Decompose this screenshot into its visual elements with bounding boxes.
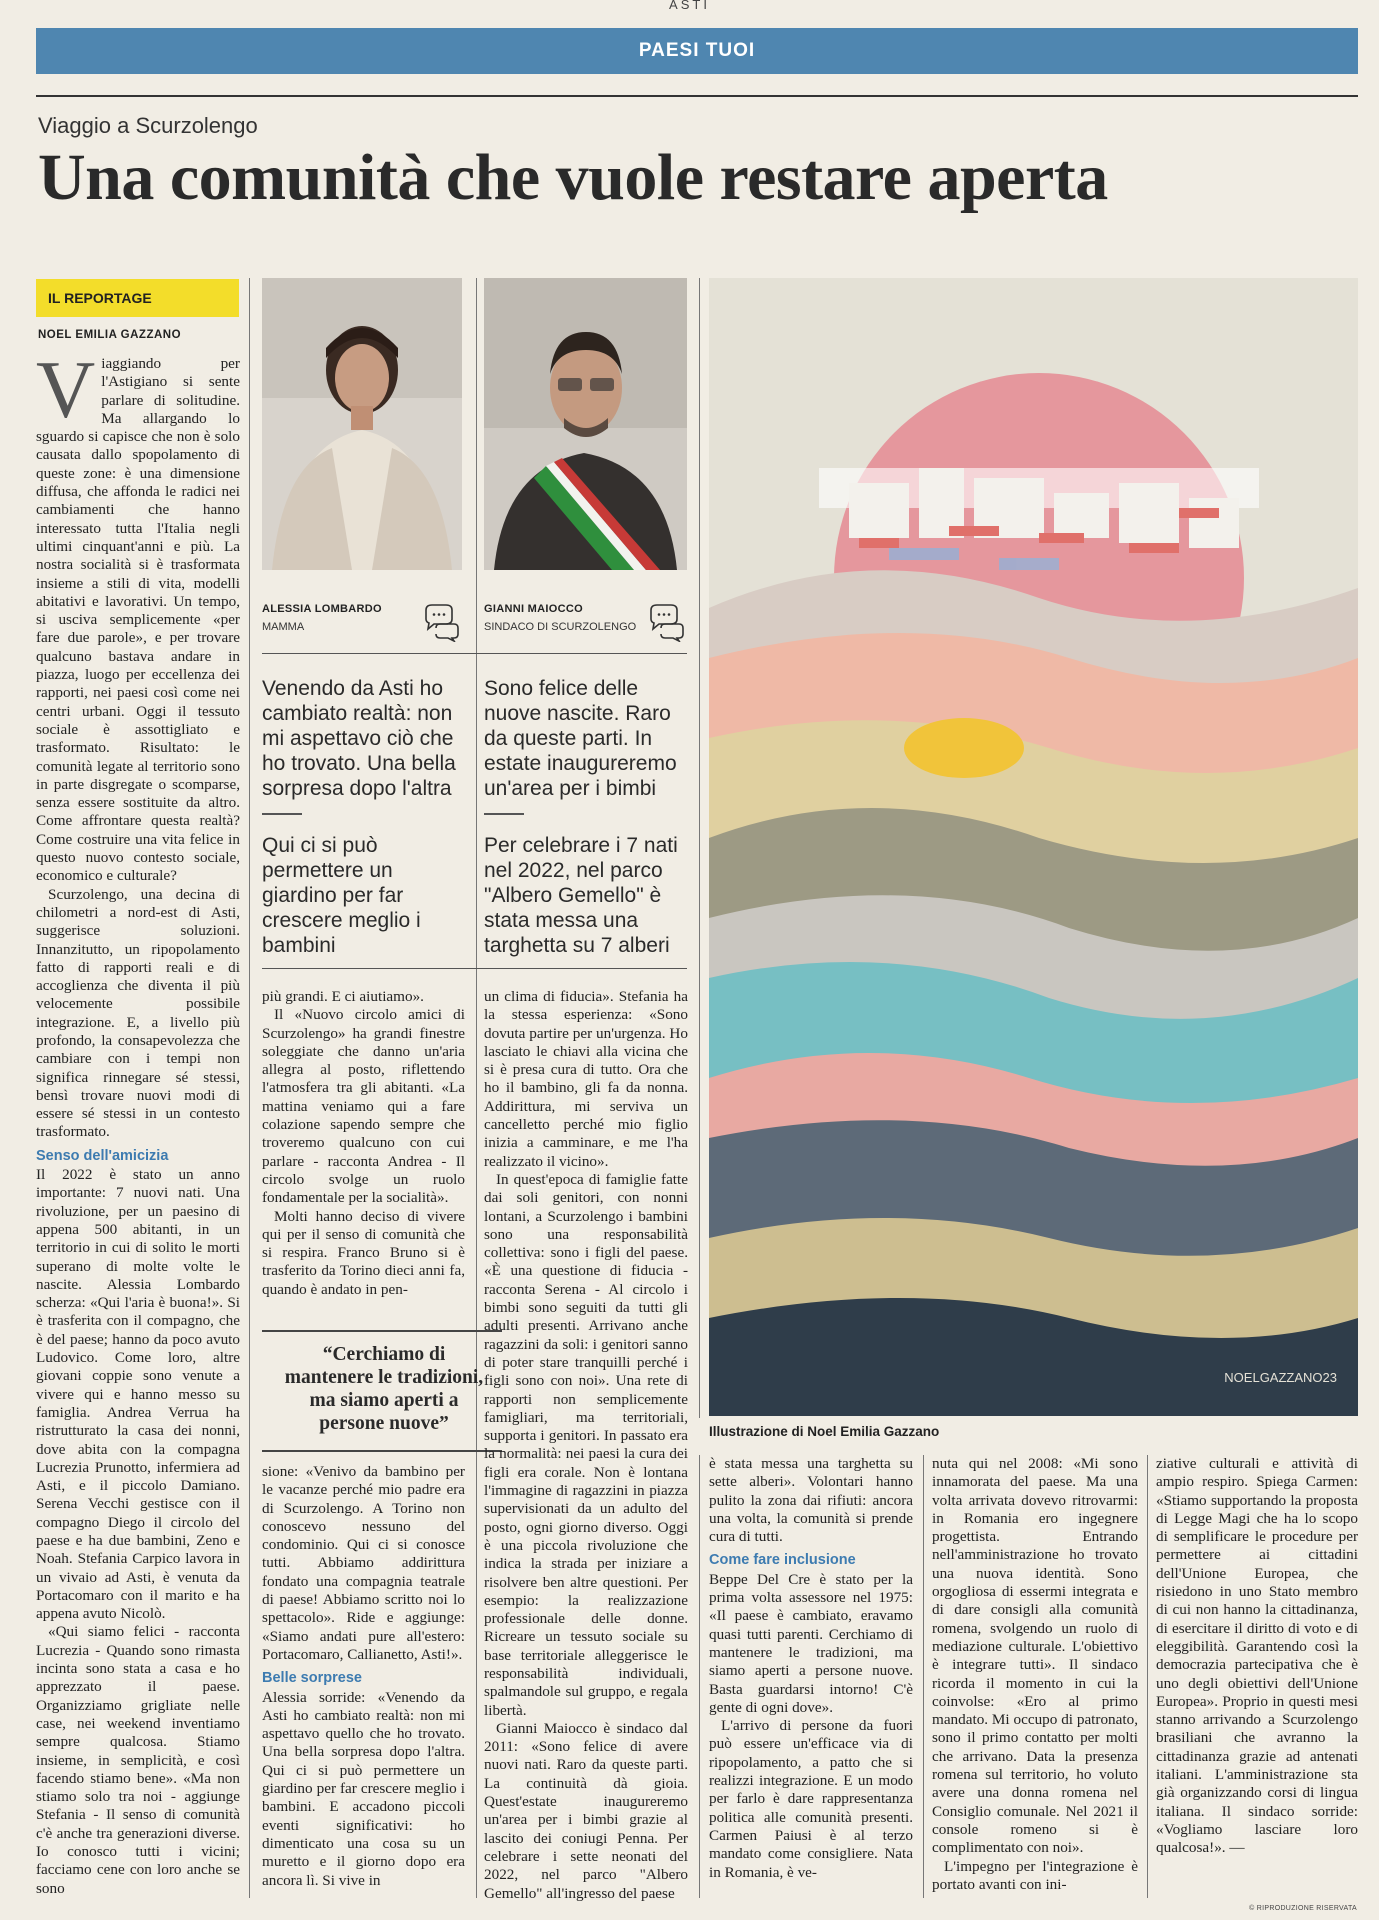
speech-bubbles-icon [647, 602, 687, 642]
column-divider [1147, 1455, 1148, 1898]
copyright-credit: © RIPRODUZIONE RISERVATA [1249, 1905, 1357, 1912]
profile-name: ALESSIA LOMBARDO [262, 603, 382, 615]
quote-rule [262, 813, 302, 815]
illustration-signature: NOELGAZZANO23 [1224, 1370, 1337, 1385]
photo-alessia-lombardo [262, 278, 462, 570]
headline: Una comunità che vuole restare aperta [38, 141, 1108, 214]
kicker: Viaggio a Scurzolengo [38, 113, 258, 138]
portrait-woman-icon [262, 278, 462, 570]
byline: NOEL EMILIA GAZZANO [38, 329, 182, 341]
section-title: PAESI TUOI [638, 40, 756, 61]
caption-rule [262, 653, 687, 654]
profile-role: MAMMA [262, 621, 305, 633]
reportage-tag-label: IL REPORTAGE [48, 290, 152, 306]
article-paragraph: Il 2022 è stato un anno importante: 7 nuovi nati. Una rivoluzione, per un paesino di appena 500 abitanti, in un territorio in cui di solito le morti superano di molte volte le nascite. Alessia Lombardo scherza: «Qui l'aria è buona!». Si è trasferita con il compagno, che è del paese; hanno da poco avuto Ludovico. Come loro, altre giovani coppie sono venute a vivere qui e hanno messo su famiglia. Andrea Verrua ha ristrutturato la casa dei nonni, dove abita con la compagna Lucrezia Prunotto, infermiera ad Asti, e il piccolo Damiano. Serena Vecchi gestisce con il compagno Diego il circolo del paese e ha due bambini, Zeno e Noah. Stefania Carpico lavora in un vivaio ad Asti, è venuta da Portacomaro con il marito e ha appena avuto Nicolò. [36, 1166, 240, 1623]
reportage-tag [36, 279, 239, 317]
column-divider [699, 278, 700, 1418]
article-paragraph: Beppe Del Cre è stato per la prima volta assessore nel 1975: «Il paese è cambiato, eravamo quasi tutti parenti. Cerchiamo di mantenere le tradizioni, ma siamo aperti a persone nuove. Basta guardarsi intorno! C'è gente di ogni dove». [709, 1570, 913, 1716]
quotes-bottom-rule [262, 968, 687, 969]
article-paragraph: sione: «Venivo da bambino per le vacanze perché mio padre era di Scurzolengo. A Torino non conoscevo nessuno del condominio. Qui ci si conosce tutti. Abbiamo addirittura fondato una compagnia teatrale di paese! Abbiamo scritto noi lo spettacolo». Ride e aggiunge: «Siamo andati pure all'estero: Portacomaro, Callianetto, Asti!». [262, 1463, 465, 1663]
article-paragraph: L'impegno per l'integrazione è portato avanti con ini- [932, 1857, 1138, 1893]
section-bar [36, 28, 1358, 74]
drop-cap: V [36, 344, 96, 435]
speech-bubbles-icon [422, 602, 462, 642]
profile-quote: Qui ci si può permettere un giardino per far crescere meglio i bambini [262, 834, 421, 957]
article-column-2 [262, 988, 465, 1299]
column-divider [923, 1455, 924, 1898]
article-column-1 [36, 344, 240, 1898]
article-paragraph: «Qui siamo felici - racconta Lucrezia - Quando sono rimasta incinta sono stata a casa e ho apprezzato il paese. Organizziamo grigliate nelle case, nei weekend inventiamo sempre qualcosa. Stiamo insieme, in semplicità, e così facendo stiamo bene». «Ma non stiamo solo tra noi - aggiunge Stefania - Il senso di comunità c'è anche tra generazioni diverse. Io conosco tutti i vicini; facciamo cene con loro anche se sono [36, 1623, 240, 1897]
article-paragraph: Il «Nuovo circolo amici di Scurzolengo» ha grandi finestre soleggiate che danno un'aria allegra al posto, riflettendo l'atmosfera tra gli abitanti. «La mattina veniamo qui a fare colazione sapendo sempre che troveremo qualcuno con cui parlare - racconta Andrea - Il circolo svolge un ruolo fondamentale per la socialità». [262, 1006, 465, 1207]
article-paragraph: Gianni Maiocco è sindaco dal 2011: «Sono felice di avere nuovi nati. Raro da queste parti. La continuità dà gioia. Quest'estate inaugureremo un'area per i bimbi grazie al lascito dei coniugi Penna. Per celebrare i sette neonati del 2022, nel parco "Albero Gemello" all'ingresso del paese [484, 1719, 688, 1902]
article-paragraph: un clima di fiducia». Stefania ha la stessa esperienza: «Sono dovuta partire per un'urgenza. Ho lasciato le chiavi alla vicina che si è presa cura di tutto. Ora che ho il bambino, gli fa da nonna. Addirittura, mi serviva un cancelletto perché mio figlio inizia a camminare, e me l'ha realizzato il vicino». [484, 988, 688, 1170]
column-divider [476, 278, 477, 1898]
column-divider [699, 1455, 700, 1898]
article-paragraph: più grandi. E ci aiutiamo». [262, 988, 424, 1005]
pullquote-rule [262, 1450, 502, 1452]
subhead-belle-sorprese: Belle sorprese [262, 1670, 362, 1687]
article-column-3 [484, 988, 688, 1903]
subhead-senso-amicizia: Senso dell'amicizia [36, 1147, 169, 1164]
photo-gianni-maiocco [484, 278, 687, 570]
profile-quote: Per celebrare i 7 nati nel 2022, nel parco "Albero Gemello" è stata messa una targhetta su 7 alberi [484, 834, 678, 957]
quote-rule [484, 813, 524, 815]
article-column-4 [709, 1455, 913, 1882]
article-paragraph: è stata messa una targhetta su sette alberi». Volontari hanno pulito la zona dai rifiuti: ancora una volta, la comunità si prende cura di tutti. [709, 1455, 913, 1546]
subhead-come-fare-inclusione: Come fare inclusione [709, 1552, 856, 1569]
top-rule [36, 95, 1358, 97]
article-paragraph: ziative culturali e attività di ampio respiro. Spiega Carmen: «Stiamo supportando la proposta di Legge Magi che ha lo scopo di semplificare le procedure per permettere ai cittadini dell'Unione Europea, che risiedono in uno Stato membro di cui non hanno la cittadinanza, di esercitare il diritto di voto e di eleggibilità. Garantendo così la democrazia partecipativa che è uno degli obiettivi dell'Unione Europea». Proprio in questi mesi stanno arrivando a Scurzolengo brasiliani che avranno la cittadinanza grazie ad antenati italiani. L'amministrazione sta già organizzando corsi di lingua italiana. Il sindaco sorride: «Vogliamo lasciare loro qualcosa!». — [1156, 1455, 1358, 1857]
column-divider [249, 278, 250, 1898]
article-paragraph: Alessia sorride: «Venendo da Asti ho cambiato realtà: non mi aspettavo quello che ho trovato. Una bella sorpresa dopo l'altra. Qui ci si può permettere un giardino per far crescere meglio i bambini. E accadono piccoli eventi significativi: ho dimenticato una cosa su un muretto e il giorno dopo era ancora lì. Si vive in [262, 1688, 465, 1889]
profile-role: SINDACO DI SCURZOLENGO [484, 621, 637, 633]
article-paragraph: Molti hanno deciso di vivere qui per il senso di comunità che si respira. Franco Bruno si è trasferito da Torino dieci anni fa, quando è andato in pen- [262, 1207, 465, 1298]
article-paragraph: L'arrivo di persone da fuori può essere un'efficace via di ripopolamento, a patto che si realizzi integrazione. E un modo per farlo è dare rappresentanza politica alle comunità presenti. Carmen Paiusi è al terzo mandato come consigliere. Nata in Romania, è ve- [709, 1717, 913, 1881]
article-paragraph: nuta qui nel 2008: «Mi sono innamorata del paese. Ma una volta arrivata dovevo ritrovarmi: in Romania ero ingegnere progettista. Entrando nell'amministrazione ho trovato una nuova identità. Sono orgogliosa di essermi integrata e di dare consigli alla comunità romena, svolgendo un ruolo di mediazione culturale. L'obiettivo è integrare tutti». Il sindaco ricorda il momento in cui la coinvolse: «Ero al primo mandato. Mi occupo di patronato, sono il primo contatto per molti che arrivano. Data la presenza romena sul territorio, ho voluto avere una donna romena nel Consiglio comunale. Nel 2021 il console romeno si è complimentato con noi». [932, 1455, 1138, 1857]
article-column-5 [932, 1455, 1138, 1894]
article-column-6 [1156, 1455, 1358, 1858]
profile-quote: Sono felice delle nuove nascite. Raro da queste parti. In estate inaugureremo un'area per i bimbi [484, 677, 677, 800]
landscape-illustration [709, 278, 1358, 1416]
article-paragraph: In quest'epoca di famiglie fatte dai soli genitori, con nonni lontani, a Scurzolengo i bambini sono una responsabilità collettiva: sono i figli del paese. «È una questione di fiducia - racconta Serena - Al circolo i bimbi sono seguiti da tutti gli adulti presenti. Arrivano anche ragazzini da soli: i genitori sanno di poter stare tranquilli perché i figli sono con noi». Una rete di rapporti non semplicemente famigliari, ma territoriali, supporta i genitori. In passato era la normalità: nei paesi la cura dei figli era corale. Non è lontana l'immagine di ragazzini in piazza supervisionati da un adulto del posto, ogni giorno diverso. Oggi è una piccola rivoluzione che indica la strada per iniziare a risolvere ben altre questioni. Per esempio: la realizzazione professionale delle donne. Ricreare un tessuto sociale su base territoriale alleggerisce le responsabilità individuali, spalmandole sul gruppo, e regala libertà. [484, 1170, 688, 1719]
article-paragraph: Scurzolengo, una decina di chilometri a nord-est di Asti, suggerisce soluzioni. Innanzitutto, un ripopolamento fatto di rapporti reali e di accoglienza che diventa il più velocemente possibile integrazione. E, a livello più profondo, la consapevolezza che cambiare con i tempi non significa rinnegare sé stessi, bensì trovare nuovi modi di essere sé stessi in un contesto trasformato. [36, 885, 240, 1141]
running-head: ASTI [669, 0, 710, 12]
profile-name: GIANNI MAIOCCO [484, 603, 583, 615]
illustration-caption: Illustrazione di Noel Emilia Gazzano [709, 1424, 940, 1439]
article-column-2-continued [262, 1463, 465, 1890]
illustration [709, 278, 1358, 1416]
pullquote: “Cerchiamo di mantenere le tradizioni, ma siamo aperti a persone nuove” [284, 1344, 484, 1434]
article-paragraph: Viaggiando per l'Astigiano si sente parlare di solitudine. Ma allargando lo sguardo si capisce che non è solo causata dallo spopolamento di queste zone: è una dimensione diffusa, che affonda le radici nei cambiamenti che hanno interessato tutta l'Italia negli ultimi cinquant'anni e più. La nostra socialità si è trasformata insieme a stili di vita, modelli abitativi e lavorativi. Un tempo, si usciva semplicemente «per fare due parole», e per trovare qualcuno bastava andare in piazza, luogo per eccellenza dei rapporti, nei paesi così come nei centri urbani. Oggi il tessuto sociale è assottigliato e trasformato. Risultato: le comunità legate al territorio sono in parte disgregate o scomparse, senza essere sostituite da altro. Come affrontare questa realtà? Come costruire una vita felice in questo nuovo contesto sociale, economico e culturale? [36, 344, 240, 885]
portrait-mayor-icon [484, 278, 687, 570]
profile-quote: Venendo da Asti ho cambiato realtà: non mi aspettavo ciò che ho trovato. Una bella sorpresa dopo l'altra [262, 677, 456, 800]
pullquote-rule [262, 1330, 502, 1332]
